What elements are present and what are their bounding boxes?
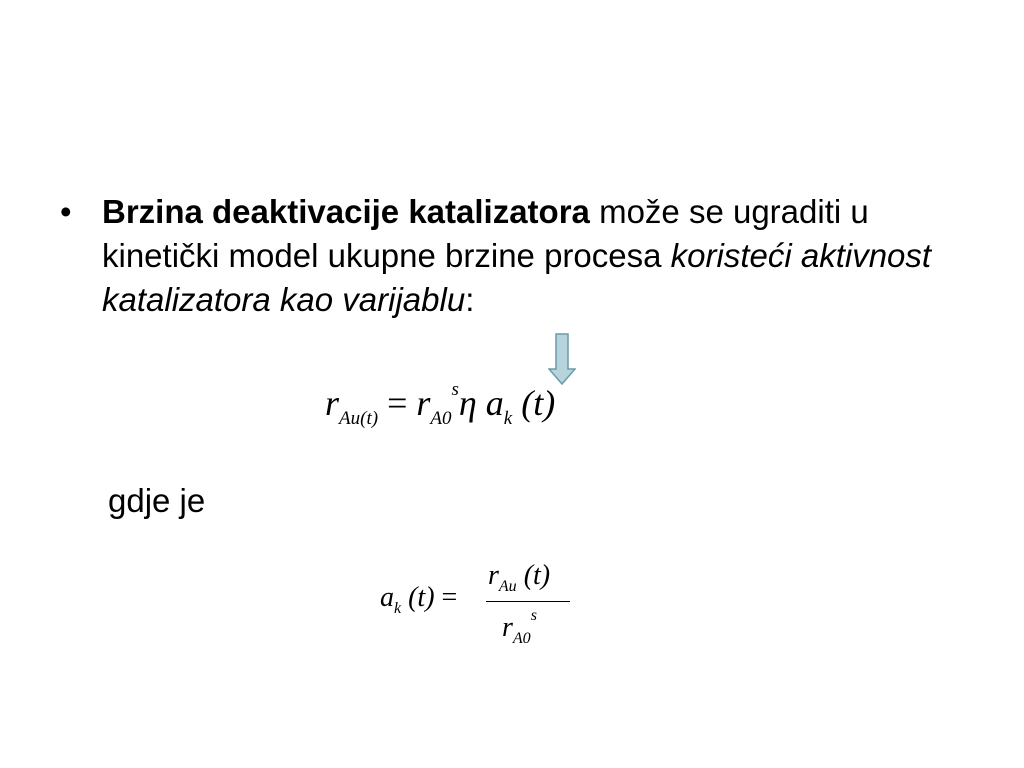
eq2-sub-k: k — [394, 600, 402, 617]
bullet-italic-text: koristeći aktivnost katalizatora kao varijablu — [102, 237, 932, 318]
down-arrow-icon — [548, 333, 576, 385]
bullet-bold-text: Brzina deaktivacije katalizatora — [102, 193, 590, 230]
eq1-a: a — [485, 383, 504, 423]
eq2-a: a — [380, 582, 394, 613]
eq1-eta: η — [458, 383, 477, 423]
eq1-arg: (t) — [521, 383, 556, 423]
eq2-den-r: r — [502, 612, 513, 643]
eq1-sub-lhs: Au(t) — [339, 408, 379, 429]
eq1-sup-s: s — [451, 379, 459, 400]
eq2-num-sub: Au — [498, 578, 517, 595]
bullet-text — [102, 190, 980, 322]
eq2-lhs — [380, 582, 458, 617]
eq2-arg: (t) — [408, 582, 435, 613]
bullet-dot: • — [60, 193, 72, 230]
eq1-sub-r0: A0 — [430, 408, 452, 429]
eq2-equals: = — [441, 582, 458, 613]
equation-activity — [380, 560, 580, 660]
eq2-denominator — [502, 607, 537, 647]
eq2-num-arg: (t) — [523, 560, 551, 591]
eq2-den-sup: s — [530, 607, 537, 624]
eq1-sub-k: k — [503, 408, 513, 429]
eq2-num-r: r — [488, 560, 499, 591]
eq1-r0: r — [416, 383, 431, 423]
bullet-item — [60, 190, 980, 322]
bullet-trailing: : — [465, 281, 475, 318]
bullet-normal-text: može se ugraditi u kinetički model ukupne brzine procesa — [102, 193, 869, 274]
eq1-r: r — [325, 383, 340, 423]
eq1-equals: = — [387, 383, 408, 423]
where-text: gdje je — [108, 482, 206, 519]
fraction-bar — [486, 601, 570, 602]
eq2-numerator — [488, 560, 551, 595]
equation-rate — [325, 379, 556, 429]
eq2-den-sub: A0 — [512, 630, 531, 647]
